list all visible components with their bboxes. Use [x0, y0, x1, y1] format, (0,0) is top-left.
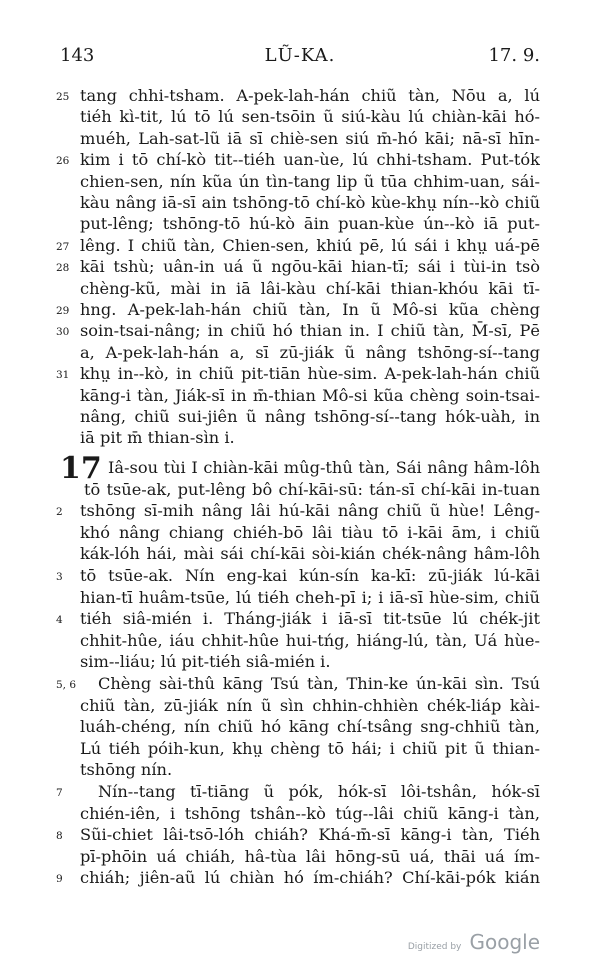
verse-number	[56, 127, 78, 151]
text-line: chiáh; jiên-aũ lú chiàn hó ím-chiáh? Chí-kāi-pók kián	[80, 868, 540, 888]
chapter-verse-reference: 17. 9.	[488, 45, 540, 66]
verse-number	[56, 650, 78, 674]
verse-number	[56, 802, 78, 826]
page-number: 143	[60, 45, 95, 66]
text-line: tiéh kì-tit, lú tō lú sen-tsōin ũ siú-kàu lú chiàn-kāi hó-	[80, 107, 540, 127]
text-line: chèng-kũ, mài in iā lâi-kàu chí-kāi thian-khóu kāi tī-	[80, 278, 540, 298]
verse-number	[56, 277, 78, 301]
text-line: tshōng sī-mih nâng lâi hú-kāi nâng chiũ ũ hùe! Lêng-	[80, 501, 540, 521]
text-line: chién-iên, i tshōng tshân--kò túg--lâi chiũ kāng-i tàn,	[80, 803, 540, 823]
verse-number: 2	[56, 506, 63, 519]
text-line: tō tsūe-ak, put-lêng bô chí-kāi-sū: tán-sī chí-kāi in-tuan	[84, 479, 540, 499]
text-line: kim i tō chí-kò tit--tiéh uan-ùe, lú chhi-tsham. Put-tók	[80, 150, 540, 170]
verse-number: 8	[56, 830, 63, 843]
text-line: hng. A-pek-lah-hán chiũ tàn, In ũ Mô-si kũa chèng	[80, 300, 540, 319]
google-logo-text: Google	[469, 930, 540, 954]
book-title: LŨ-KA.	[264, 45, 336, 66]
text-line: khṳ in--kò, in chiũ pit-tiān hùe-sim. A-pek-lah-hán chiũ	[80, 364, 540, 384]
verse-number	[56, 191, 78, 215]
text-line: tō tsūe-ak. Nín eng-kai kún-sín ka-kī: zū-jiák lú-kāi	[80, 566, 540, 585]
text-line: kák-lóh hái, mài sái chí-kāi sòi-kián chék-nâng hâm-lôh	[80, 544, 540, 564]
verse-number: 4	[56, 614, 63, 627]
text-line: kàu nâng iā-sī ain tshōng-tō chí-kò kùe-khṳ nín--kò chiũ	[80, 193, 540, 212]
verse-number	[56, 758, 78, 782]
text-line: chiũ tàn, zū-jiák nín ũ sìn chhin-chhièn chék-liáp kài-	[80, 695, 540, 715]
text-line: tiéh siâ-mién i. Tháng-jiák i iā-sī tit-tsūe lú chék-jit	[80, 609, 540, 629]
verse-number: 29	[56, 305, 70, 317]
verse-number	[56, 105, 78, 129]
verse-number	[56, 521, 78, 545]
verse-number	[56, 542, 78, 566]
verse-number: 3	[56, 571, 63, 583]
text-line: lêng. I chiũ tàn, Chien-sen, khiú pē, lú sái i khṳ uá-pē	[80, 235, 540, 255]
text-line: khó nâng chiang chiéh-bō lâi tiàu tō i-kāi ām, i chiũ	[80, 522, 540, 542]
verse-number	[56, 845, 78, 869]
verse-number	[56, 170, 78, 194]
verse-number	[56, 212, 78, 236]
verse-number: 7	[56, 787, 63, 799]
text-line: muéh, Lah-sat-lũ iā sī chiè-sen siú m̄-hó kāi; nā-sī hīn-	[80, 128, 540, 148]
verse-number: 5, 6	[56, 679, 77, 691]
verse-number: 26	[56, 155, 70, 168]
text-line: Chèng sài-thû kāng Tsú tàn, Thin-ke ún-kāi sìn. Tsú	[98, 674, 540, 693]
chapter-number: 17	[60, 451, 102, 486]
text-line: a, A-pek-lah-hán a, sī zū-jiák ũ nâng tshōng-sí--tang	[80, 342, 540, 362]
text-line: luáh-chéng, nín chiũ hó kāng chí-tsâng sng-chhiũ tàn,	[80, 717, 540, 737]
digitized-watermark	[408, 930, 540, 958]
text-line: Sũi-chiet lâi-tsō-lóh chiáh? Khá-m̄-sī kāng-i tàn, Tiéh	[80, 825, 540, 845]
verse-number	[56, 384, 78, 408]
watermark-prefix: Digitized by	[407, 942, 462, 952]
verse-number	[56, 426, 78, 450]
verse-number	[56, 405, 78, 429]
verse-number: 28	[56, 262, 70, 275]
text-line: kāi tshù; uân-in uá ũ ngōu-kāi hian-tī; sái i tùi-in tsò	[80, 257, 540, 277]
verse-number: 27	[56, 240, 70, 253]
verse-number	[56, 694, 78, 718]
text-line: chhit-hûe, iáu chhit-hûe hui-tńg, hiáng-lú, tàn, Uá hùe-	[80, 630, 540, 650]
verse-number	[56, 737, 78, 761]
text-line: pī-phōin uá chiáh, hâ-tùa lâi hōng-sū uá, thāi uá ím-	[80, 846, 540, 866]
verse-number: 31	[56, 369, 70, 382]
verse-number: 9	[56, 873, 63, 886]
text-line: sim--liáu; lú pit-tiéh siâ-mién i.	[80, 652, 331, 672]
text-line: hian-tī huâm-tsūe, lú tiéh cheh-pī i; i iā-sī hùe-sim, chiũ	[80, 587, 540, 607]
text-line: chien-sen, nín kũa ún tìn-tang lip ũ tūa chhim-uan, sái-	[80, 171, 540, 191]
text-line: tshōng nín.	[80, 760, 173, 780]
text-line: Lú tiéh póih-kun, khṳ chèng tō hái; i chiũ pit ũ thian-	[80, 738, 540, 758]
text-line: iā pit m̄ thian-sìn i.	[80, 428, 235, 448]
text-line: tang chhi-tsham. A-pek-lah-hán chiũ tàn, Nōu a, lú	[80, 86, 540, 105]
verse-number: 30	[56, 326, 70, 339]
verse-number	[56, 715, 78, 739]
verse-number	[56, 629, 78, 653]
text-line: Nín--tang tī-tiāng ũ pók, hók-sī lôi-tshân, hók-sī	[98, 782, 540, 801]
text-line: nâng, chiũ sui-jiên ũ nâng tshōng-sí--tang hók-uàh, in	[80, 407, 540, 426]
text-line: put-lêng; tshōng-tō hú-kò āin puan-kùe ún--kò iā put-	[80, 214, 540, 234]
text-line: kāng-i tàn, Jiák-sī in m̄-thian Mô-si kũa chèng soin-tsai-	[80, 385, 540, 405]
verse-number: 25	[56, 91, 70, 103]
running-header	[60, 42, 540, 70]
text-line: Iâ-sou tùi I chiàn-kāi mûg-thû tàn, Sái nâng hâm-lôh	[108, 458, 540, 477]
text-line: soin-tsai-nâng; in chiũ hó thian in. I chiũ tàn, M̄-sī, Pē	[80, 321, 540, 341]
verse-number	[56, 341, 78, 365]
verse-number	[56, 586, 78, 610]
